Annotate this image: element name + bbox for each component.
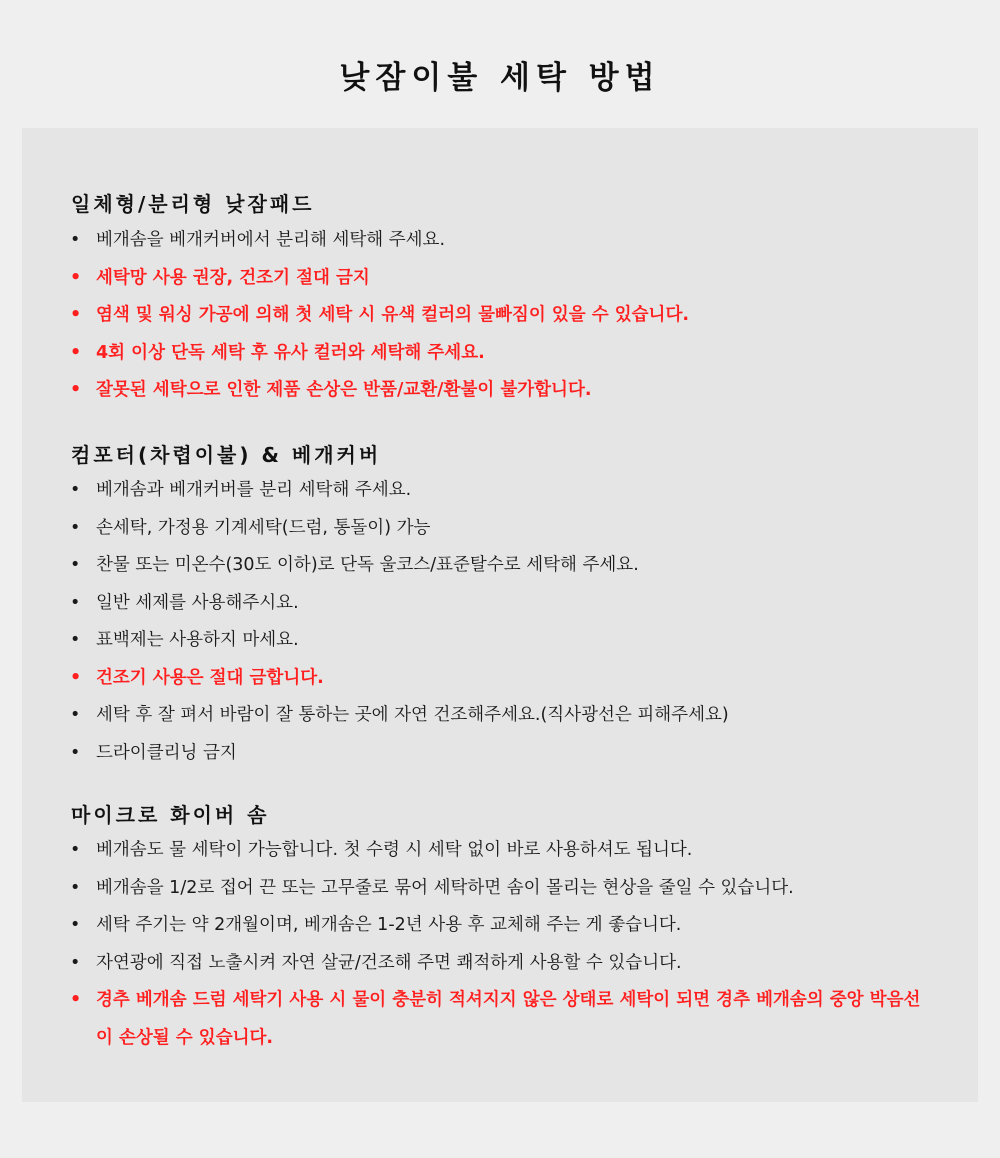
section-list-microfiber [70,832,926,1057]
bullet-icon: • [70,480,81,500]
bullet-icon: • [70,840,81,860]
page-title: 낮잠이불 세탁 방법 [339,60,661,96]
bullet-icon: • [70,230,81,250]
list-item-warning: • 건조기 사용은 절대 금합니다. [70,660,729,698]
list-item: • 찬물 또는 미온수(30도 이하)로 단독 울코스/표준탈수로 세탁해 주세요. [70,547,729,585]
list-item: • 세탁 주기는 약 2개월이며, 베개솜은 1-2년 사용 후 교체해 주는 게 좋습니다. [70,907,926,945]
list-item: • 베개솜과 베개커버를 분리 세탁해 주세요. [70,472,729,510]
bullet-icon: • [70,305,82,325]
bullet-icon: • [70,342,82,363]
bullet-icon: • [70,990,82,1010]
bullet-icon: • [70,705,81,725]
care-instructions-panel [22,128,978,1102]
list-item: • 세탁 후 잘 펴서 바람이 잘 통하는 곳에 자연 건조해주세요.(직사광선은 피해주세요) [70,697,729,735]
section-heading-comforter: 컴포터(차렵이불) & 베개커버 [71,443,382,467]
section-list-comforter [70,472,729,772]
list-item: • 일반 세제를 사용해주시요. [70,585,729,623]
list-item-warning: • 잘못된 세탁으로 인한 제품 손상은 반품/교환/환불이 불가합니다. [70,372,689,410]
list-item: • 베개솜도 물 세탁이 가능합니다. 첫 수령 시 세탁 없이 바로 사용하셔도 됩니다. [70,832,926,870]
list-item: • 자연광에 직접 노출시켜 자연 살균/건조해 주면 쾌적하게 사용할 수 있습니다. [70,945,926,983]
list-item: • 베개솜을 베개커버에서 분리해 세탁해 주세요. [70,222,689,260]
bullet-icon: • [70,267,82,288]
bullet-icon: • [70,877,81,898]
section-list-pad [70,222,689,410]
bullet-icon: • [70,592,81,613]
list-item-warning: • 4회 이상 단독 세탁 후 유사 컬러와 세탁해 주세요. [70,335,689,373]
bullet-icon: • [70,630,81,650]
bullet-icon: • [70,915,81,935]
list-item: • 베개솜을 1/2로 접어 끈 또는 고무줄로 묶어 세탁하면 솜이 몰리는 현상을 줄일 수 있습니다. [70,870,926,908]
bullet-icon: • [70,380,82,400]
section-heading-microfiber: 마이크로 화이버 솜 [71,803,270,827]
bullet-icon: • [70,555,81,575]
bullet-icon: • [70,517,81,538]
list-item: • 손세탁, 가정용 기계세탁(드럼, 통돌이) 가능 [70,510,729,548]
list-item: • 드라이클리닝 금지 [70,735,729,773]
list-item-warning: • 염색 및 워싱 가공에 의해 첫 세탁 시 유색 컬러의 물빠짐이 있을 수 있습니다. [70,297,689,335]
list-item-warning: • 세탁망 사용 권장, 건조기 절대 금지 [70,260,689,298]
list-item-warning: • 경추 베개솜 드럼 세탁기 사용 시 물이 충분히 적셔지지 않은 상태로 세탁이 되면 경추 베개솜의 중앙 박음선이 손상될 수 있습니다. [70,982,926,1057]
list-item: • 표백제는 사용하지 마세요. [70,622,729,660]
bullet-icon: • [70,742,81,763]
bullet-icon: • [70,667,82,688]
section-heading-pad: 일체형/분리형 낮잠패드 [71,192,315,216]
bullet-icon: • [70,952,81,973]
